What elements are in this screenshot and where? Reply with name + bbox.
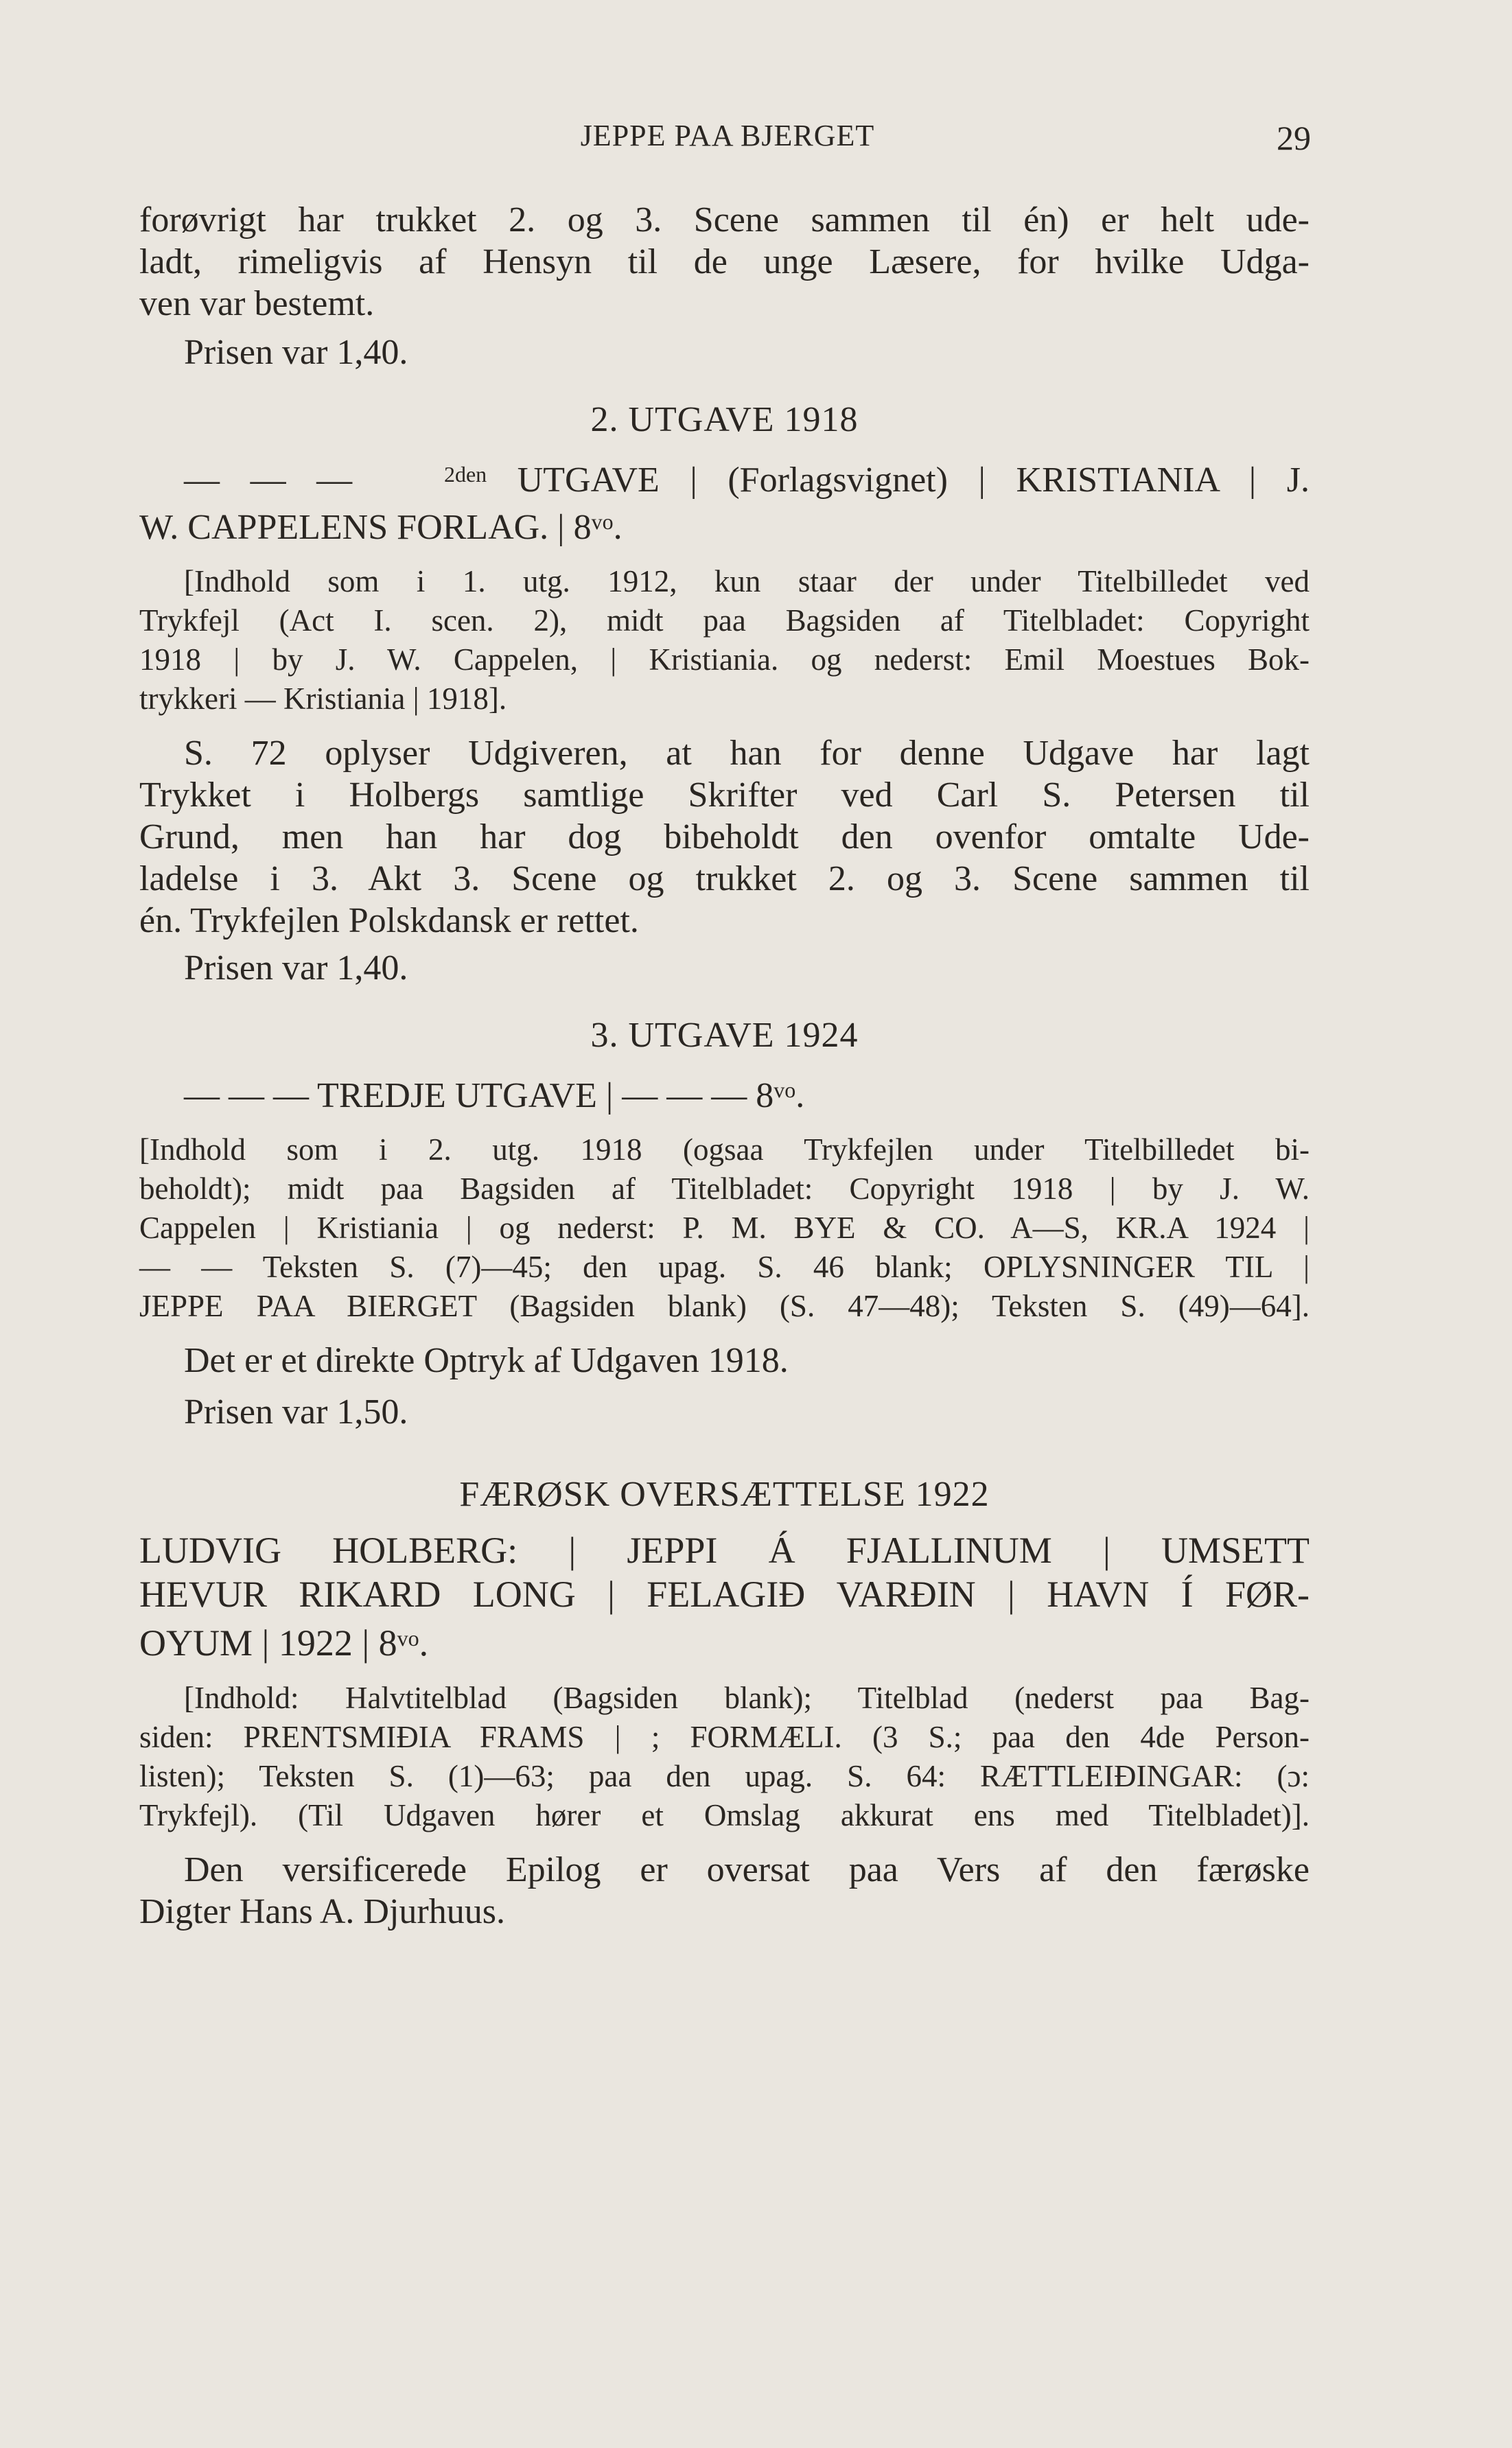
note-4 <box>139 1679 1310 1718</box>
text-line <box>139 1616 1310 1665</box>
text-line: [Indhold som i 2. utg. 1918 (ogsaa Trykfejlen under Titelbilledet bi- <box>139 1132 1310 1167</box>
text-line: Cappelen | Kristiania | og nederst: P. M. BYE & CO. A—S, KR.A 1924 | <box>139 1211 1310 1245</box>
text-line: ladt, rimeligvis af Hensyn til de unge Læsere, for hvilke Udga- <box>139 242 1310 281</box>
section-heading-2: 2. UTGAVE 1918 <box>590 400 859 439</box>
title-line-1: UTGAVE | (Forlagsvignet) | KRISTIANIA | J. <box>487 461 1310 500</box>
text-line: Trykket i Holbergs samtlige Skrifter ved Carl S. Petersen til <box>139 776 1310 815</box>
text-line: 1918 | by J. W. Cappelen, | Kristiania. og nederst: Emil Moestues Bok- <box>139 642 1310 677</box>
punct: . <box>613 508 623 547</box>
running-head <box>144 118 1311 166</box>
running-head-title: JEPPE PAA BJERGET <box>580 119 875 152</box>
text-line: siden: PRENTSMIÐIA FRAMS | ; FORMÆLI. (3 S.; paa den 4de Person- <box>139 1720 1310 1754</box>
text-line: listen); Teksten S. (1)—63; paa den upag. S. 64: RÆTTLEIÐINGAR: (ɔ: <box>139 1759 1310 1793</box>
note-2-cont <box>139 601 1310 719</box>
paragraph-1 <box>139 199 1310 325</box>
superscript: 2den <box>443 462 487 487</box>
price-1: Prisen var 1,40. <box>184 333 408 372</box>
text-line: S. 72 oplyser Udgiveren, at han for denne Udgave har lagt <box>184 734 1310 773</box>
text-line: Trykfejl). (Til Udgaven hører et Omslag akkurat ens med Titelbladet)]. <box>139 1798 1310 1832</box>
text-line: HEVUR RIKARD LONG | FELAGIÐ VARÐIN | HAVN Í FØR- <box>139 1574 1310 1615</box>
superscript: vo <box>591 509 614 534</box>
text-line: LUDVIG HOLBERG: | JEPPI Á FJALLINUM | UMSETT <box>139 1530 1310 1571</box>
title-line-2: W. CAPPELENS FORLAG. | 8 <box>139 508 592 547</box>
page-body <box>139 199 1310 1933</box>
title-transcription-2-cont <box>139 501 1310 548</box>
text-line: ven var bestemt. <box>139 284 375 323</box>
superscript: vo <box>397 1626 419 1651</box>
title-line-3: OYUM | 1922 | 8 <box>139 1622 397 1664</box>
text-line: [Indhold: Halvtitelblad (Bagsiden blank); Titelblad (nederst paa Bag- <box>184 1681 1310 1715</box>
text-line: [Indhold som i 1. utg. 1912, kun staar der under Titelbilledet ved <box>184 564 1310 598</box>
text-line: forøvrigt har trukket 2. og 3. Scene sammen til én) er helt ude- <box>139 200 1310 240</box>
text-line: beholdt); midt paa Bagsiden af Titelbladet: Copyright 1918 | by J. W. <box>139 1171 1310 1206</box>
price-3: Prisen var 1,50. <box>184 1392 408 1432</box>
paragraph-2 <box>139 732 1310 774</box>
note-3 <box>139 1130 1310 1326</box>
title-transcription-2 <box>139 454 1310 501</box>
title-line: — — — TREDJE UTGAVE | — — — 8 <box>184 1076 774 1115</box>
paragraph-3: Det er et direkte Optryk af Udgaven 1918. <box>184 1341 789 1380</box>
paragraph-4-cont <box>139 1891 1310 1933</box>
title-transcription-4 <box>139 1528 1310 1665</box>
dashes: — — — <box>184 461 353 500</box>
punct: . <box>419 1622 429 1664</box>
text-line: JEPPE PAA BIERGET (Bagsiden blank) (S. 47—48); Teksten S. (49)—64]. <box>139 1289 1310 1323</box>
text-line: én. Trykfejlen Polskdansk er rettet. <box>139 901 639 940</box>
paragraph-4 <box>139 1849 1310 1891</box>
text-line: Grund, men han har dog bibeholdt den ovenfor omtalte Ude- <box>139 817 1310 856</box>
note-4-cont <box>139 1718 1310 1835</box>
text-line: Trykfejl (Act I. scen. 2), midt paa Bagsiden af Titelbladet: Copyright <box>139 603 1310 638</box>
text-line: Digter Hans A. Djurhuus. <box>139 1892 505 1931</box>
price-2: Prisen var 1,40. <box>184 948 408 988</box>
punct: . <box>795 1076 805 1115</box>
text-line: ladelse i 3. Akt 3. Scene og trukket 2. og 3. Scene sammen til <box>139 859 1310 898</box>
section-heading-3: 3. UTGAVE 1924 <box>590 1016 859 1055</box>
paragraph-2-cont <box>139 774 1310 942</box>
page-number: 29 <box>1277 119 1311 157</box>
section-heading-4: FÆRØSK OVERSÆTTELSE 1922 <box>459 1475 990 1514</box>
note-2 <box>139 562 1310 601</box>
text-line <box>139 454 1310 501</box>
text-line: — — Teksten S. (7)—45; den upag. S. 46 blank; OPLYSNINGER TIL | <box>139 1250 1310 1284</box>
title-transcription-3 <box>139 1069 1310 1117</box>
text-line: trykkeri — Kristiania | 1918]. <box>139 681 507 716</box>
text-line: Den versificerede Epilog er oversat paa Vers af den færøske <box>184 1850 1310 1889</box>
superscript: vo <box>774 1077 796 1102</box>
